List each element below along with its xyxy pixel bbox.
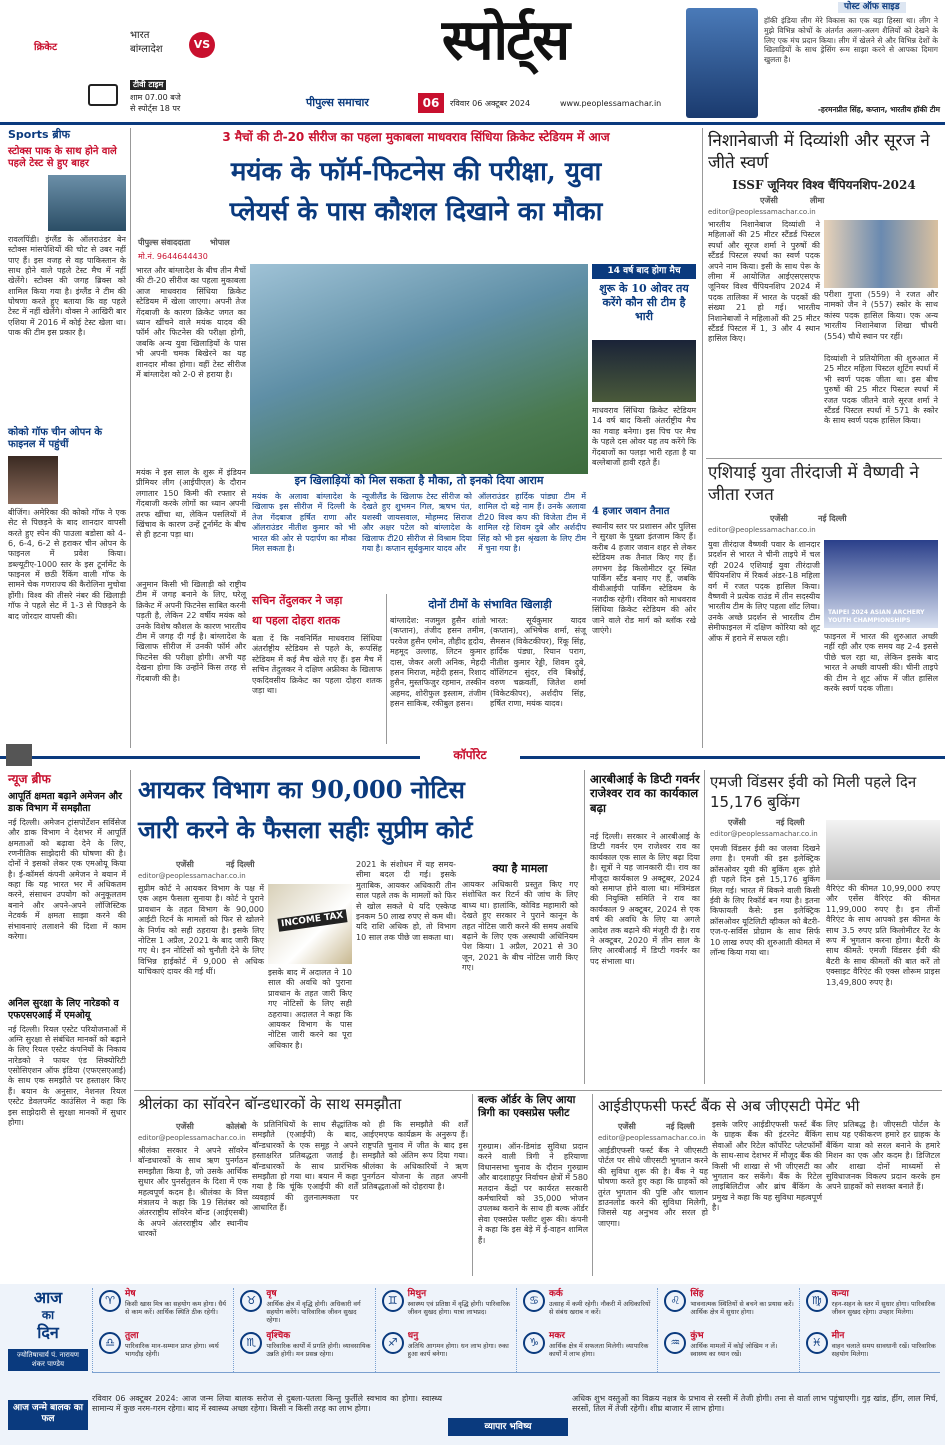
vs-badge: VS	[189, 32, 215, 58]
rashi-12	[799, 1330, 940, 1372]
rashi-text: वाहन चलाते समय सावधानी रखें। पारिवारिक सहयोग मिलेगा।	[831, 1342, 936, 1359]
today-born-text: रविवार 06 अक्टूबर 2024: आज जन्म लिया बालक सरोज से दुबला-पतला किन्तु फुर्तीले स्वभाव का होगा। स्वास्थ्य सामान्य में कुछ नरम-गरम रहेगा। बाद में स्वास्थ्य अच्छा रहेगा। किसी न किसी तरह का लाभ होगा।	[92, 1394, 442, 1414]
horoscope-title-2: का	[41, 1308, 55, 1322]
zodiac-icon: ♍	[806, 1290, 828, 1312]
sachin-headline-2: था पहला दोहरा शतक	[252, 614, 340, 627]
idfc-byline: एजेंसी	[618, 1122, 636, 1131]
rbi-divider	[584, 770, 585, 1084]
archery-body-2: फाइनल में भारत की शुरुआत अच्छी नहीं रही और एक समय वह 2-4 इससे पीछे चल रहा था, लेकिन इसके बाद भारत ने अच्छी वापसी की। चीनी ताइपे की टीम ने शूट ऑफ में जीत हासिल करके स्वर्ण पदक जीता।	[824, 632, 938, 693]
idfc-text-3: लिए प्रतिबद्ध है। जीएसटी पोर्टल के साथ यह एकीकरण हमारे हर ग्राहक के बैंकिंग यात्रा को सरल बनाने के हमारे मिशन का एक और कदम है। डिजिटल और शाखा दोनों माध्यमों से सुविधाजनक विकल्प प्रदान करके हम अपने ग्राहकों को सशक्त बनाते हैं।	[826, 1120, 940, 1192]
rashi-3	[375, 1288, 516, 1330]
vyapar-text: अधिक शुभ वस्तुओं का विक्रय नक्षत्र के प्रभाव से रस्सी में तेजी होगी। तना से वार्ता लाभ पहुंचाएगी। गुड़ खांड, हींग, लाल मिर्च, सरसों, तिल में तेजी रहेगी। शीघ्र बाजार में लाभ होगा।	[572, 1394, 938, 1414]
squad-divider	[386, 594, 387, 744]
match-category: क्रिकेट	[34, 42, 57, 53]
zodiac-icon: ♊	[382, 1290, 404, 1312]
amazon-headline: आपूर्ति क्षमता बढ़ाने अमेजन और डाक विभाग में समझौता	[8, 791, 122, 814]
stokes-photo	[48, 175, 126, 231]
zodiac-icon: ♑	[523, 1332, 545, 1354]
rashi-name: मेष	[125, 1289, 136, 1299]
sc-text-3: इसके बाद में अदालत ने 10 साल की अवधि को पुराना प्रावधान के तहत जारी किए गए नोटिसों के लिए सही ठहराया। अदालत ने कहा कि आयकर विभाग के पास नोटिस जारी करने का पूरा अधिकार है।	[268, 968, 352, 1050]
shooting-byline: एजेंसी	[760, 196, 778, 205]
page-number: 06	[418, 93, 444, 113]
horoscope-title-1: आज	[33, 1288, 63, 1307]
rashi-text: भावनात्मक स्थितियों से बचने का प्रयास करें। आर्थिक क्षेत्र में सुधार होगा।	[690, 1300, 794, 1317]
sl-text-2: के प्रतिनिधियों के साथ सैद्धांतिक समझौते (एआईपी) के बाद, बॉन्डधारकों के एक समूह ने अपने हस्ताक्षरित प्रतिबद्धता जताई है। बॉन्डधारकों के साथ प्रारंभिक समझौता हो गया था। बयान में कहा गया है कि चूंकि एआईपी की शर्तें व्यवहार्य की तुलनात्मकता पर आधारित हैं।	[252, 1120, 358, 1213]
rashi-8	[233, 1330, 374, 1372]
main-body-3: अनुमान किसी भी खिलाड़ी को राष्ट्रीय टीम में जगह बनाने के लिए, घरेलू क्रिकेट में अपनी फिटनेस साबित करनी पड़ती है, लेकिन 22 वर्षीय मयंक को उनके विशेष कौशल के कारण भारतीय टीम में जगह दी गई है। बांग्लादेश के खिलाफ सीरीज में उनकी फॉर्म और फिटनेस की परीक्षा होगी। अभी यह देखना होगा कि उन्होंने किस तरह से गेंदबाजी की है।	[136, 580, 246, 683]
main-mobile: मो.नं. 9644644430	[138, 252, 208, 261]
brief-headline-2: कोको गॉफ चीन ओपन के फाइनल में पहुंचीं	[8, 426, 103, 451]
zodiac-icon: ♐	[382, 1332, 404, 1354]
idfc-headline: आईडीएफसी फर्स्ट बैंक से अब जीएसटी पेमेंट भी	[598, 1097, 860, 1115]
zodiac-icon: ♋	[523, 1290, 545, 1312]
squad-bangladesh: बांग्लादेश: नजमुल हुसैन शांतो (कप्तान), तंजीद हसन तमीम, परवेज हुसैन एमोन, तौहीद हृदोय, महमूद उल्लाह, लिटन कुमार दास, जेकर अली अनिक, मेहदी हसन मिराज, महेदी हसन, रिशाद हुसैन, मुस्तफिजुर रहमान, तस्कीन अहमद, शोरीफुल इस्लाम, तंजीम हसन साकिब, रकीबुल हसन।	[390, 616, 486, 709]
sc-text-2: 2021 के संशोधन में यह समय-सीमा बदल दी गई। इसके मुताबिक, आयकर अधिकारी तीन साल पहले तक के मामलों को फिर से खोल सकते थे यदि एस्केप्ड इनकम 50 लाख रुपए से कम थी। यदि राशि अधिक हो, तो विभाग 10 साल तक पीछे जा सकता था।	[356, 860, 456, 942]
security-body: स्थानीय स्तर पर प्रशासन और पुलिस ने सुरक्षा के पुख्ता इंतजाम किए हैं। करीब 4 हजार जवान शहर से लेकर स्टेडियम तक तैनात किए गए हैं। लगभग डेढ़ किलोमीटर दूर स्थित पार्किंग स्टैंड बनाए गए हैं, जबकि वीवीआईपी पार्किंग स्टेडियम के नजदीक रहेगी। रविवार को माधवराव सिंधिया क्रिकेट स्टेडियम की ओर जाने वाले रोड मार्ग को ब्लॉक रखे जाएंगे।	[592, 522, 696, 635]
vyapar-label: व्यापार भविष्य	[448, 1418, 568, 1436]
photo-caption: इन खिलाड़ियों को मिल सकता है मौका, तो इनको दिया आराम	[250, 474, 588, 488]
post-offside-label: पोस्ट ऑफ साइड	[838, 2, 906, 13]
rbi-headline: आरबीआई के डिप्टी गवर्नर राजेश्वर राव का कार्यकाल बढ़ा	[590, 772, 700, 815]
zodiac-icon: ♓	[806, 1332, 828, 1354]
caption-text-3: ऑलराउंडर हार्दिक पांड्या टीम में शामिल दो बड़े नाम हैं। उनके अलावा टी20 विश्व कप की विजेता टीम में शामिल रहे शिवम दुबे और अर्शदीप सिंह को भी इस श्रृंखला के लिए टीम में चुना गया है।	[478, 492, 586, 553]
match-info-box	[6, 4, 302, 120]
archer-photo	[824, 540, 938, 628]
idfc-email: editor@peoplessamachar.co.in	[598, 1134, 706, 1142]
sc-headline-1: आयकर विभाग का 90,000 नोटिस	[138, 775, 465, 804]
amazon-text: नई दिल्ली। अमेजन ट्रांसपोर्टेशन सर्विसेज और डाक विभाग ने देशभर में आपूर्ति क्षमताओं को बढ़ावा देने के लिए, रणनीतिक साझेदारी की घोषणा की है। दोनों ने इसको लेकर एक एमओयू किया है। ई-कॉमर्स कंपनी अमेजन ने बयान में कहा कि यह भारत भर में अधिकतम करने, संसाधन उपयोग को अनुकूलतम बनाने और अपने-अपने लॉजिस्टिक नेटवर्क में क्षमता साझा करने की संभावनाएं तलाशने की दिशा में काम करेगा।	[8, 817, 126, 942]
rashi-name: धनु	[407, 1331, 419, 1341]
astrologer-name: ज्योतिषाचार्य पं. नारायण शंकर पाण्डेय	[8, 1349, 88, 1371]
bulk-divider	[472, 1094, 473, 1276]
rashi-10	[516, 1330, 657, 1372]
tv-icon	[88, 84, 118, 106]
paper-name: पीपुल्स समाचार	[306, 96, 369, 109]
rashi-name: कन्या	[831, 1289, 849, 1299]
rashi-name: सिंह	[690, 1289, 704, 1299]
rashi-grid	[92, 1288, 940, 1372]
main-place: भोपाल	[210, 238, 230, 247]
side-body: माधवराव सिंधिया क्रिकेट स्टेडियम 14 वर्ष बाद किसी अंतर्राष्ट्रीय मैच का गवाह बनेगा। इस पिच पर मैच के पहले दस ओवर यह तय करेंगे कि गेंदबाजों का पलड़ा भारी रहता है या बल्लेबाजों हावी रहते हैं।	[592, 406, 696, 467]
rashi-rule	[92, 1372, 940, 1373]
practice-photo	[250, 264, 588, 486]
shooting-headline: निशानेबाजी में दिव्यांशी और सूरज ने जीते स्वर्ण	[708, 131, 930, 173]
caption-text-1: मयंक के अलावा बांग्लादेश के खिलाफ इस सीरीज में दिल्ली के तेज गेंदबाज हर्षित राणा और ऑलराउंडर नीतीश कुमार को भी भारत की ओर से पदार्पण का मौका मिल सकता है।	[252, 492, 356, 553]
squad-heading: दोनों टीमों के संभावित खिलाड़ी	[428, 598, 552, 611]
sachin-headline-1: सचिन तेंदुलकर ने जड़ा	[252, 594, 343, 607]
horoscope-title-3: दिन	[37, 1323, 59, 1342]
rashi-9	[375, 1330, 516, 1372]
idfc-text-1: आईडीएफसी फर्स्ट बैंक ने जीएसटी पोर्टल पर सीधे जीएसटी भुगतान करने की सुविधा शुरू की है। बैंक ने यह घोषणा करते हुए कहा कि ग्राहकों को तुरंत भुगतान की पुष्टि और चालान डाउनलोड करने की सुविधा मिलेगी, जिससे यह अनुभव और सरल हो जाएगा।	[598, 1146, 708, 1228]
kya-text: आयकर अधिकारी प्रस्तुत किए गए संशोधित कर रिटर्न की जांच के लिए बाध्य था। हालांकि, कोविड महामारी को देखते हुए सरकार ने पुराने कानून के तहत नोटिस जारी करने की समय अवधि बढ़ाने के लिए एक अस्थायी अधिनियम पेश किया। 1 अप्रैल, 2021 से 30 जून, 2021 के बीच नोटिस जारी किए गए।	[462, 880, 578, 973]
sl-email: editor@peoplessamachar.co.in	[138, 1134, 246, 1142]
rashi-2	[233, 1288, 374, 1330]
bulk-headline: बल्क ऑर्डर के लिए आया त्रिगी का एक्सप्रेस फ्लीट	[478, 1094, 576, 1120]
rashi-text: उत्साह में कमी रहेगी। नौकरी में अधिकारियों से संबंध खराब न करें।	[549, 1300, 651, 1317]
rashi-name: कर्क	[549, 1289, 563, 1299]
rashi-text: पारिवारिक कार्यों में प्रगति होगी। व्यावसायिक उन्नति होगी। मन प्रसन्न रहेगा।	[266, 1342, 371, 1359]
rashi-text: आर्थिक क्षेत्र में सफलता मिलेगी। व्यापारिक कार्यों में लाभ होगा।	[549, 1342, 649, 1359]
shooting-email: editor@peoplessamachar.co.in	[708, 208, 816, 216]
mg-byline: एजेंसी	[728, 818, 746, 827]
zodiac-icon: ♏	[240, 1332, 262, 1354]
rashi-text: आर्थिक क्षेत्र में वृद्धि होगी। अधिकारी वर्ग सहयोग करेंगे। पारिवारिक जीवन सुखद रहेगा।	[266, 1300, 361, 1325]
idfc-divider	[592, 1094, 593, 1276]
rashi-text: रहन-सहन के स्तर में सुधार होगा। पारिवारिक जीवन सुखद रहेगा। उपहार मिलेगा।	[831, 1300, 936, 1317]
main-kicker: 3 मैचों की टी-20 सीरीज का पहला मुकाबला माधवराव सिंधिया क्रिकेट स्टेडियम में आज	[222, 130, 610, 144]
quote-text: हॉकी इंडिया लीग मेरे विकास का एक बड़ा हिस्सा था। लीग ने मुझे विभिन्न कोचों के अंतर्गत अलग-अलग शैलियों को देखने के लिए एक मंच प्रदान किया। लीग में खेलने से और विभिन्न देशों के खिलाड़ियों के साथ ड्रेसिंग रूम साझा करने से आपका दिमाग खुलता है।	[764, 16, 938, 64]
rashi-name: मिथुन	[407, 1289, 427, 1299]
rashi-text: स्वास्थ्य एवं प्रतिष्ठा में वृद्धि होगी। पारिवारिक जीवन सुखद होगा। यात्रा लाभप्रद।	[407, 1300, 511, 1317]
shooters-photo	[824, 220, 938, 288]
main-body-1: भारत और बांग्लादेश के बीच तीन मैचों की टी-20 सीरीज का पहला मुकाबला आज माधवराव सिंधिया क्रिकेट स्टेडियम में खेला जाएगा। अपनी तेज गेंदबाजी के कारण क्रिकेट जगत का ध्यान खींचने वाले मयंक यादव की फॉर्म और फिटनेस की परीक्षा होगी, जबकि अन्य युवा खिलाड़ियों के पास भी अपनी चमक बिखेरने का यह शानदार मौका होगा। वहीं टेस्ट सीरीज में बांग्लादेश को 2-0 से हराया है।	[136, 266, 246, 379]
rashi-name: वृश्चिक	[266, 1331, 291, 1341]
main-byline: पीपुल्स संवाददाता	[138, 238, 191, 247]
tv-channel: से स्पोर्ट्स 18 पर	[130, 104, 181, 113]
security-heading: 4 हजार जवान तैनात	[592, 506, 670, 517]
main-headline-1: मयंक के फॉर्म-फिटनेस की परीक्षा, युवा	[230, 157, 602, 187]
mg-email: editor@peoplessamachar.co.in	[710, 830, 818, 838]
rashi-1	[92, 1288, 233, 1330]
tv-label: टीवी टाइम	[130, 80, 166, 90]
archery-email: editor@peoplessamachar.co.in	[708, 526, 816, 534]
rashi-11	[657, 1330, 798, 1372]
rashi-6	[799, 1288, 940, 1330]
bulk-text: गुरुग्राम। ऑन-डिमांड सुविधा प्रदान करने वाली त्रिगी ने हरियाणा विधानसभा चुनाव के दौरान गुरुग्राम और बादशाहपुर निर्वाचन क्षेत्रों में 580 मतदान केंद्रों पर कार्यरत सरकारी कर्मचारियों को 35,000 भोजन उपलब्ध कराने के साथ ही बल्क ऑर्डर सेवा एक्सप्रेस फ्लीट शुरू की। कंपनी ने कहा कि इस बेड़े में ई-वाहन शामिल हैं।	[478, 1142, 588, 1245]
rashi-text: अतिथि आगमन होगा। धन लाभ होगा। रुका हुआ कार्य बनेगा।	[407, 1342, 509, 1359]
sl-text-3: को ही कि समझौते की शर्तें आईएमएफ कार्यक्रम के अनुरूप हैं। राष्ट्रपति चुनाव में जीत के बाद इस समझौते को अंतिम रूप दिया गया। श्रीलंका के अधिकारियों ने ऋण पुनर्गठन योजना के तहत अपनी प्रतिबद्धताओं को दोहराया है।	[362, 1120, 468, 1192]
today-born-button: आज जन्मे बालक का फल	[8, 1400, 88, 1430]
rashi-name: वृष	[266, 1289, 277, 1299]
archery-byline: एजेंसी	[770, 514, 788, 523]
archery-banner: TAIPEI 2024 ASIAN ARCHERY YOUTH CHAMPIONSHIPS	[828, 609, 925, 624]
brief-tag: Sports ब्रीफ	[8, 128, 71, 141]
col-divider	[130, 128, 131, 748]
sachin-text: बता दें कि नवनिर्मित माधवराव सिंधिया अंतर्राष्ट्रीय स्टेडियम से पहले के, रूपसिंह स्टेडियम में कई मैच खेले गए हैं। इस मैच में सचिन तेंदुलकर ने दक्षिण अफ्रीका के खिलाफ एकदिवसीय क्रिकेट का पहला दोहरा शतक जड़ा था।	[252, 634, 382, 695]
issue-date: रविवार 06 अक्टूबर 2024	[450, 99, 531, 108]
naredco-headline: अनिल सुरक्षा के लिए नारेडको व एफएसएआई में एमओयू	[8, 997, 119, 1021]
mg-headline: एमजी विंडसर ईवी को मिली पहले दिन 15,176 बुकिंग	[710, 773, 917, 811]
main-headline-2: प्लेयर्स के पास कौशल दिखाने का मौका	[229, 197, 603, 227]
sc-place: नई दिल्ली	[226, 860, 255, 869]
idfc-text-2: इसके जरिए आईडीएफसी फर्स्ट बैंक के ग्राहक बैंक की इंटरनेट बैंकिंग सेवाओं और रिटेल कॉर्पोरेट प्लेटफॉर्मों के साथ-साथ देशभर में मौजूद बैंक की किसी भी शाखा से भी जीएसटी का भुगतान कर सकेंगे। बैंक के रिटेल लाइबिलिटीज और ब्रांच बैंकिंग के प्रमुख ने कहा कि यह सुविधा महत्वपूर्ण है।	[712, 1120, 822, 1213]
squad-india: भारत: सूर्यकुमार यादव (कप्तान), अभिषेक शर्मा, संजू सैमसन (विकेटकीपर), रिंकू सिंह, हार्दिक पंड्या, रियान पराग, नीतीश कुमार रेड्डी, शिवम दुबे, वॉशिंगटन सुंदर, रवि बिश्नोई, वरुण चक्रवर्ती, जितेश शर्मा (विकेटकीपर), अर्शदीप सिंह, हर्षित राणा, मयंक यादव।	[490, 616, 586, 709]
team-two: बांग्लादेश	[130, 44, 163, 55]
stadium-photo	[592, 340, 696, 402]
side-heading: 14 वर्ष बाद होगा मैच	[592, 264, 696, 279]
shooting-subhead: ISSF जूनियर विश्व चैंपियनशिप-2024	[732, 178, 916, 192]
rashi-7	[92, 1330, 233, 1372]
corporate-label: कॉर्पोरेट	[420, 748, 520, 766]
quote-author: -हरमनप्रीत सिंह, कप्तान, भारतीय हॉकी टीम	[817, 105, 940, 114]
zodiac-icon: ♎	[99, 1332, 121, 1354]
main-body-2: मयंक ने इस साल के शुरू में इंडियन प्रीमियर लीग (आईपीएल) के दौरान लगातार 150 किमी की रफ्तार से गेंदबाजी करके लोगों का ध्यान अपनी तरफ खींचा था, लेकिन पसलियों में खिंचाव के कारण उन्हें टूर्नामेंट के बीच से ही हटना पड़ा था।	[136, 468, 246, 540]
rashi-4	[516, 1288, 657, 1330]
brief-text-1: रावलपिंडी। इंग्लैंड के ऑलराउंडर बेन स्टोक्स मांसपेशियों की चोट से उबर नहीं पाए हैं। इस वजह से वह पाकिस्तान के साथ होने वाले पहले टेस्ट मैच में नहीं खेलेंगे। स्टोक्स की जगह ब्रिक्स को शामिल किया गया है। इंग्लैंड ने टीम की घोषणा करते हुए बताया कि वह पहले टेस्ट में नहीं खेलेंगे। वोक्स ने आखिरी बार एशिया में 2016 में कोई टेस्ट खेला था। पाक की टीम इस प्रकार है।	[8, 234, 126, 338]
car-photo	[826, 820, 940, 880]
news-brief	[8, 772, 126, 1164]
sc-headline-2: जारी करने के फैसला सहीः सुप्रीम कोर्ट	[138, 815, 473, 844]
team-one: भारत	[130, 30, 150, 41]
lower-separator	[134, 1090, 942, 1091]
rashi-name: कुंभ	[690, 1331, 704, 1341]
brief-headline-1: स्टोक्स पाक के साथ होने वाले पहले टेस्ट से हुए बाहर	[8, 145, 117, 170]
archery-headline: एशियाई युवा तीरंदाजी में वैष्णवी ने जीता रजत	[708, 463, 919, 505]
shooting-place: लीमा	[810, 196, 825, 205]
zodiac-icon: ♈	[99, 1290, 121, 1312]
shooting-caption: परीशा गुप्ता (559) ने रजत और नामको जैन ने (557) स्कोर के साथ कांस्य पदक हासिल किया। एक अन्य भारतीय निशानेबाज शिखा चौधरी (554) चौथे स्थान पर रहीं।	[824, 290, 938, 341]
archery-body: युवा तीरंदाज वैष्णवी पवार के शानदार प्रदर्शन से भारत ने चीनी ताइपे में चल रही 2024 एशियाई युवा तीरंदाजी चैंपियनशिप में रिकर्व अंडर-18 महिला वर्ग में रजत पदक हासिल किया। वैष्णवी ने प्रत्येक राउंड में तीन सदस्यीय भारतीय टीम के लिए पहला शॉट लिया। उनके अच्छे प्रदर्शन से भारतीय टीम सेमीफाइनल में दक्षिण कोरिया को शूट ऑफ में हराने में सफल रही।	[708, 540, 820, 643]
shooting-body: भारतीय निशानेबाज दिव्यांशी ने महिलाओं की 25 मीटर स्टैंडर्ड पिस्टल स्पर्धा और सूरज शर्मा ने पुरुषों की स्टैंडर्ड पिस्टल स्पर्धा का स्वर्ण पदक अपने नाम किया। इसी के साथ पेरू के लीमा में आयोजित आईएसएसएफ जूनियर विश्व चैंपियनशिप 2024 में पदक तालिका में भारत के पदकों की संख्या 21 हो गई। भारतीय निशानेबाजों ने महिलाओं की 25 मीटर स्टैंडर्ड पिस्टल में 1, 3 और 4 स्थान हासिल किए।	[708, 220, 820, 344]
rashi-name: मकर	[549, 1331, 565, 1341]
news-brief-tag: न्यूज ब्रीफ	[8, 772, 51, 786]
market-icon	[6, 744, 32, 766]
sc-text-1: सुप्रीम कोर्ट ने आयकर विभाग के पक्ष में एक अहम फैसला सुनाया है। कोर्ट ने पुराने प्रावधान के तहत विभाग के 90,000 आईटी रिटर्न के मामलों को फिर से खोलने के निर्णय को सही ठहराया है। इसके लिए नोटिस 1 अप्रैल, 2021 के बाद जारी किए गए थे। इन नोटिसों को चुनौती देने के लिए विभिन्न हाईकोर्ट में 9,000 से अधिक याचिकाएं दायर की गई थीं।	[138, 884, 264, 977]
kya-heading: क्या है मामला	[492, 862, 548, 875]
mg-text-2: वैरिएंट की कीमत 10,99,000 रुपए और एसेंस वैरिएंट की कीमत 11,99,000 रुपए है। इन तीनों वैरिएंट के साथ आपको इस कीमत के साथ 3.5 रुपए प्रति किलोमीटर रेंट के रूप में भुगतान करना होगा। बैटरी के साथ कीमतें: एमजी विंडसर ईवी की बैटरी के साथ कीमतों की बात करें तो एक्साइट वैरिएंट की एक्स शोरूम प्राइस 13,49,800 रुपए है।	[826, 884, 940, 987]
mg-place: नई दिल्ली	[776, 818, 805, 827]
tv-time: शाम 07.00 बजे	[130, 93, 181, 102]
side-subhead: शुरू के 10 ओवर तय करेंगे कौन सी टीम है भारी	[599, 282, 689, 323]
rashi-text: आर्थिक मामलों में कोई जोखिम न लें। स्वास्थ्य का ध्यान रखें।	[690, 1342, 778, 1359]
mg-text-1: एमजी विंडसर ईवी का जलवा दिखने लगा है। एमजी की इस इलेक्ट्रिक क्रॉसओवर यूवी की बुकिंग शुरू होते ही पहले दिन इसे 15,176 बुकिंग मिल गई। भारत में बिकने वाली किसी ईवी के लिए रिकॉर्ड बन गया है। इतना किफायती कैसे: इस इलेक्ट्रिक क्रॉसओवर यूटिलिटी व्हीकल को बैटरी-एज-ए-सर्विस प्रोग्राम के साथ सिर्फ 10 लाख रुपए की शुरुआती कीमत में लॉन्च किया गया था।	[710, 844, 820, 957]
income-tax-photo	[268, 884, 352, 964]
rbi-text: नई दिल्ली। सरकार ने आरबीआई के डिप्टी गवर्नर एम राजेश्वर राव का कार्यकाल एक साल के लिए बढ़ा दिया है। सूत्रों ने यह जानकारी दी। राव का मौजूदा कार्यकाल 9 अक्टूबर, 2024 को समाप्त होने वाला था। मंत्रिमंडल की नियुक्ति समिति ने राव का कार्यकाल 9 अक्टूबर, 2024 से एक वर्ष की अवधि के लिए या अगले आदेश तक बढ़ाने की मंजूरी दी है। राव ने अक्टूबर, 2020 में तीन साल के लिए आरबीआई में डिप्टी गवर्नर का पद संभाला था।	[590, 832, 700, 966]
rashi-name: मीन	[831, 1331, 845, 1341]
sl-headline: श्रीलंका का सॉवरेन बॉन्डधारकों के साथ समझौता	[138, 1095, 402, 1113]
header-rule	[0, 122, 945, 125]
corp-col-divider	[130, 770, 131, 1162]
rashi-5	[657, 1288, 798, 1330]
caption-text-2: न्यूजीलैंड के खिलाफ टेस्ट सीरीज को देखते हुए शुभमन गिल, ऋषभ पंत, यशस्वी जायसवाल, मोहम्मद सिराज और अक्षर पटेल को बांग्लादेश के खिलाफ टी20 सीरीज से विश्राम दिया गया है। कप्तान सूर्यकुमार यादव और	[362, 492, 472, 553]
idfc-place: नई दिल्ली	[666, 1122, 695, 1131]
player-photo	[686, 8, 758, 118]
income-tax-label: INCOME TAX	[277, 909, 347, 932]
brief-text-2: बीजिंग। अमेरिका की कोको गॉफ ने एक सेट से पिछड़ने के बाद शानदार वापसी करते हुए स्पेन की पाउला बडोसा को 4-6, 6-4, 6-2 से हराकर चीन ओपन के फाइनल में प्रवेश किया। डब्ल्यूटीए-1000 स्तर के इस टूर्नामेंट के फाइनल में छठी रैंकिंग वाली गॉफ के सामने चेक गणराज्य की कैरोलिना मुचोवा होंगी। विश्व की तीसरे नंबर की खिलाड़ी गॉफ ने पहले सेट में 1-3 से पिछड़ने के बाद जोरदार वापसी की।	[8, 507, 126, 621]
right-separator	[706, 458, 942, 459]
zodiac-icon: ♌	[664, 1290, 686, 1312]
gauff-photo	[8, 456, 58, 504]
horoscope-title-box	[8, 1288, 88, 1398]
website: www.peoplessamachar.in	[560, 99, 662, 108]
zodiac-icon: ♒	[664, 1332, 686, 1354]
sc-email: editor@peoplessamachar.co.in	[138, 872, 246, 880]
rashi-text: पारिवारिक मान-सम्मान प्राप्त होगा। व्यर्थ भागदौड़ रहेगी।	[125, 1342, 219, 1359]
zodiac-icon: ♉	[240, 1290, 262, 1312]
sl-place: कोलंबो	[226, 1122, 247, 1131]
sl-text-1: श्रीलंका सरकार ने अपने सॉवरेन बॉन्डधारकों के साथ ऋण पुनर्गठन समझौता किया है, जो उसके आर्थिक सुधार और पुनर्संतुलन के दिशा में एक महत्वपूर्ण कदम है। श्रीलंका के वित्त मंत्रालय ने कहा कि 19 सितंबर को अंतरराष्ट्रीय सॉवरेन बॉन्ड (आईएसबी) के अपने अंतरराष्ट्रीय और स्थानीय धारकों	[138, 1146, 248, 1239]
naredco-text: नई दिल्ली। रियल एस्टेट परियोजनाओं में अग्नि सुरक्षा से संबंधित मानकों को बढ़ाने के लिए रियल एस्टेट कंपनियों के निकाय नारेडको ने फायर एंड सिक्योरिटी एसोसिएशन ऑफ इंडिया (एफएसएआई) के साथ एक समझौते पर हस्ताक्षर किए हैं। बयान के अनुसार, नेशनल रियल एस्टेट डेवलपमेंट काउंसिल ने कहा कि इस साझेदारी से सुरक्षा मानकों में सुधार होगा।	[8, 1024, 126, 1128]
rashi-text: किसी खास मित्र का सहयोग कम होगा। धैर्य से काम करें। आर्थिक स्थिति ठीक रहेगी।	[125, 1300, 226, 1317]
right-divider	[702, 128, 703, 748]
section-logo: स्पोर्ट्स	[441, 7, 569, 73]
sports-brief	[8, 128, 126, 750]
rashi-name: तुला	[125, 1331, 139, 1341]
archery-place: नई दिल्ली	[818, 514, 847, 523]
mg-divider	[704, 770, 705, 1084]
sc-byline: एजेंसी	[176, 860, 194, 869]
shooting-body-2: दिव्यांशी ने प्रतियोगिता की शुरुआत में 25 मीटर महिला पिस्टल शूटिंग स्पर्धा में भी स्वर्ण पदक जीता था। इस बीच पुरुषों की 25 मीटर पिस्टल स्पर्धा में रजत पदक जीतने वाले सूरज शर्मा ने स्टैंडर्ड पिस्टल स्पर्धा में 571 के स्कोर के साथ स्वर्ण पदक हासिल किया।	[824, 354, 938, 426]
sl-byline: एजेंसी	[176, 1122, 194, 1131]
